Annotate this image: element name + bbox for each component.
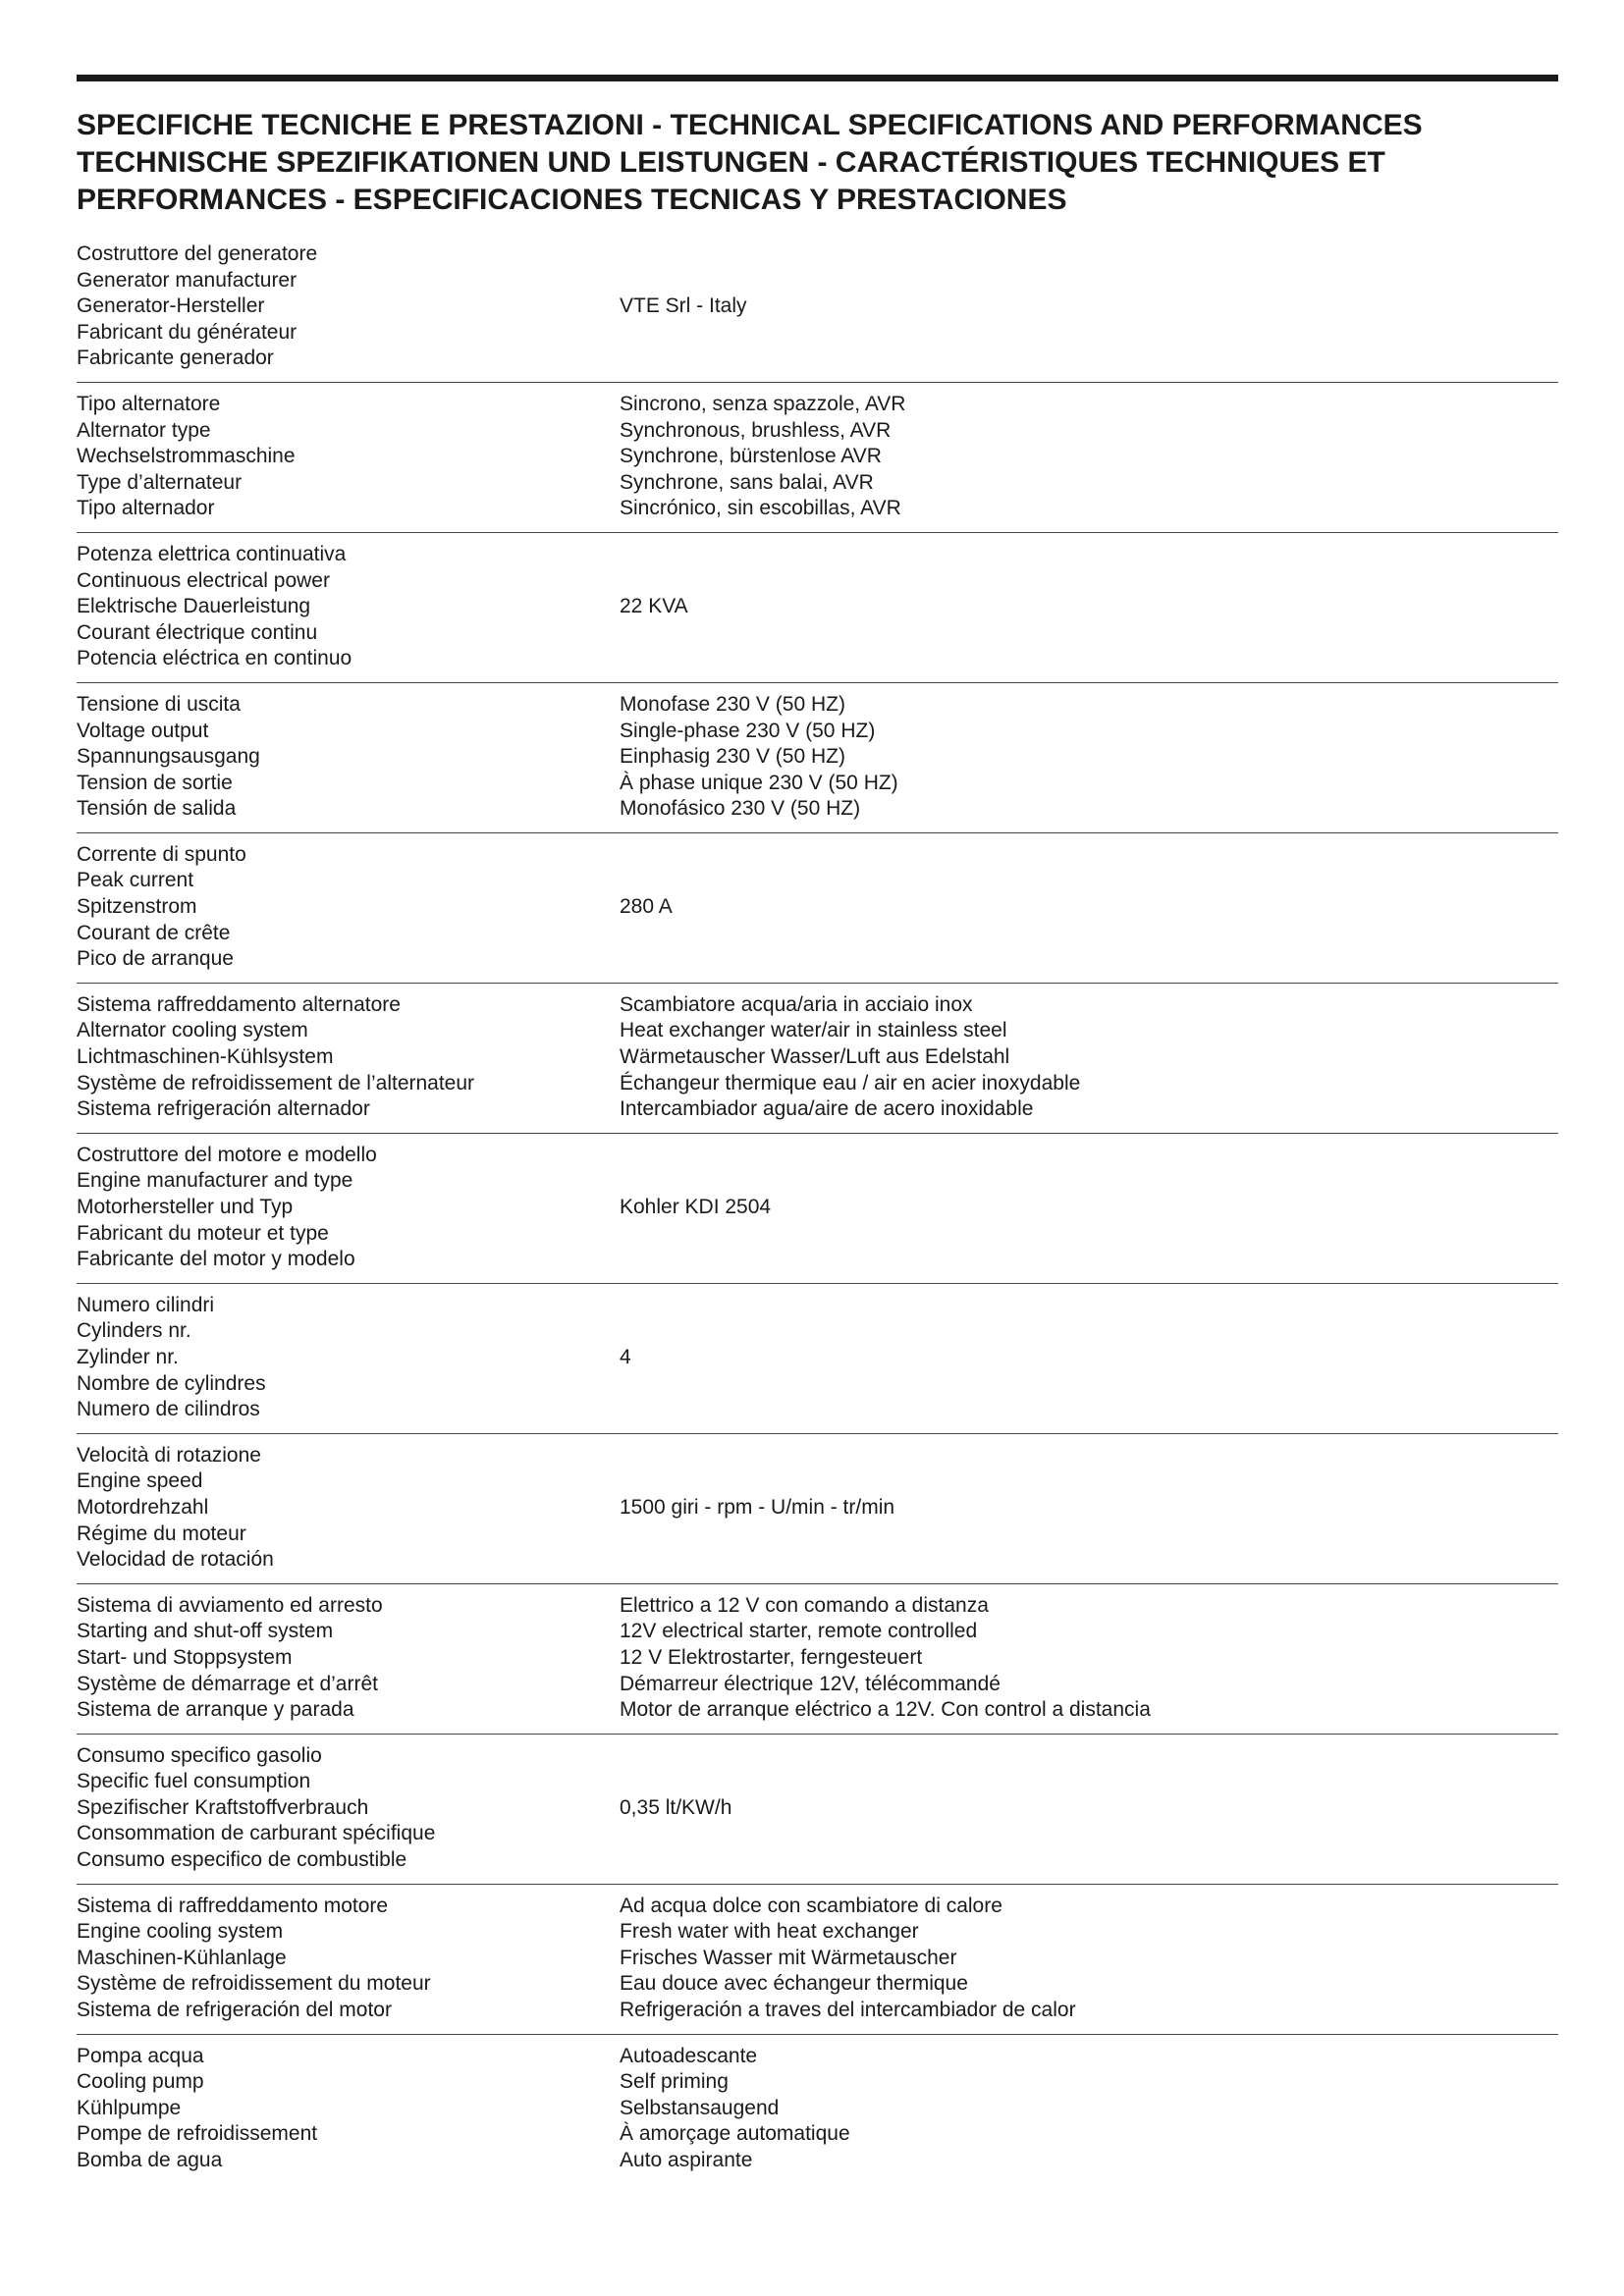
spec-value: Synchrone, bürstenlose AVR bbox=[620, 445, 882, 468]
spec-label: Costruttore del generatore bbox=[77, 242, 318, 265]
spec-label: Régime du moteur bbox=[77, 1522, 246, 1545]
spec-label: Spannungsausgang bbox=[77, 745, 260, 769]
spec-label: Consumo especifico de combustible bbox=[77, 1848, 407, 1872]
spec-label: Starting and shut-off system bbox=[77, 1620, 334, 1643]
spec-label: Spitzenstrom bbox=[77, 895, 197, 919]
title-line: PERFORMANCES - ESPECIFICACIONES TECNICAS Y PRESTACIONES bbox=[77, 184, 1067, 216]
spec-label: Bomba de agua bbox=[77, 2149, 223, 2171]
spec-label: Fabricante generador bbox=[77, 347, 274, 370]
spec-row bbox=[77, 383, 1558, 533]
spec-label: Courant électrique continu bbox=[77, 620, 318, 644]
spec-row bbox=[77, 233, 1558, 383]
spec-value: Synchrone, sans balai, AVR bbox=[620, 470, 874, 494]
spec-label: Generator manufacturer bbox=[77, 268, 298, 292]
spec-value: 280 A bbox=[620, 895, 673, 919]
spec-label: Sistema de arranque y parada bbox=[77, 1698, 354, 1722]
spec-row bbox=[77, 1134, 1558, 1284]
spec-label: Cylinders nr. bbox=[77, 1319, 191, 1343]
spec-label: Engine speed bbox=[77, 1469, 203, 1493]
spec-label: Kühlpumpe bbox=[77, 2096, 182, 2119]
spec-labels bbox=[77, 392, 620, 522]
spec-label: Alternator type bbox=[77, 418, 211, 442]
spec-label: Fabricant du générateur bbox=[77, 320, 298, 344]
spec-value: À phase unique 230 V (50 HZ) bbox=[620, 771, 898, 794]
spec-row bbox=[77, 1434, 1558, 1584]
spec-label: Generator-Hersteller bbox=[77, 294, 265, 318]
spec-value: Selbstansaugend bbox=[620, 2096, 780, 2119]
spec-value: 1500 giri - rpm - U/min - tr/min bbox=[620, 1495, 895, 1519]
spec-table bbox=[77, 233, 1558, 2184]
spec-value: 12 V Elektrostarter, ferngesteuert bbox=[620, 1645, 923, 1669]
spec-value: Échangeur thermique eau / air en acier inoxydable bbox=[620, 1071, 1081, 1095]
spec-labels bbox=[77, 1143, 620, 1273]
spec-label: Type d’alternateur bbox=[77, 470, 243, 494]
spec-values bbox=[620, 1894, 1558, 2024]
top-rule bbox=[77, 75, 1558, 81]
spec-label: Consumo specifico gasolio bbox=[77, 1743, 322, 1767]
spec-labels bbox=[77, 241, 620, 372]
spec-label: Pompa acqua bbox=[77, 2044, 204, 2067]
spec-sheet-page bbox=[77, 75, 1558, 2184]
spec-label: Sistema di avviamento ed arresto bbox=[77, 1593, 383, 1617]
spec-values bbox=[620, 594, 1558, 620]
spec-value: VTE Srl - Italy bbox=[620, 294, 747, 318]
spec-label: Nombre de cylindres bbox=[77, 1371, 266, 1395]
spec-label: Engine cooling system bbox=[77, 1920, 284, 1944]
spec-row bbox=[77, 683, 1558, 833]
spec-value: Frisches Wasser mit Wärmetauscher bbox=[620, 1946, 957, 1969]
spec-label: Tensión de salida bbox=[77, 797, 237, 821]
spec-row bbox=[77, 533, 1558, 683]
spec-value: Ad acqua dolce con scambiatore di calore bbox=[620, 1894, 1002, 1917]
spec-value: Single-phase 230 V (50 HZ) bbox=[620, 719, 876, 742]
spec-label: Sistema de refrigeración del motor bbox=[77, 1999, 392, 2022]
spec-label: Numero de cilindros bbox=[77, 1398, 260, 1421]
spec-value: 4 bbox=[620, 1345, 631, 1368]
spec-label: Costruttore del motore e modello bbox=[77, 1143, 377, 1166]
spec-label: Voltage output bbox=[77, 719, 209, 742]
spec-value: Autoadescante bbox=[620, 2044, 758, 2067]
spec-value: Scambiatore acqua/aria in acciaio inox bbox=[620, 992, 973, 1016]
spec-value: Sincrono, senza spazzole, AVR bbox=[620, 392, 906, 415]
spec-value: 22 KVA bbox=[620, 595, 688, 618]
spec-value: Wärmetauscher Wasser/Luft aus Edelstahl bbox=[620, 1045, 1010, 1069]
spec-value: Einphasig 230 V (50 HZ) bbox=[620, 745, 845, 769]
spec-label: Tipo alternador bbox=[77, 497, 215, 520]
spec-label: Motordrehzahl bbox=[77, 1495, 209, 1519]
spec-value: Sincrónico, sin escobillas, AVR bbox=[620, 497, 901, 520]
spec-label: Sistema di raffreddamento motore bbox=[77, 1894, 389, 1917]
spec-value: Auto aspirante bbox=[620, 2149, 753, 2171]
spec-value: Intercambiador agua/aire de acero inoxidable bbox=[620, 1097, 1034, 1121]
spec-value: Monofásico 230 V (50 HZ) bbox=[620, 797, 861, 821]
spec-label: Fabricante del motor y modelo bbox=[77, 1248, 355, 1271]
spec-value: Elettrico a 12 V con comando a distanza bbox=[620, 1593, 989, 1617]
spec-values bbox=[620, 1795, 1558, 1822]
spec-labels bbox=[77, 1743, 620, 1874]
spec-label: Start- und Stoppsystem bbox=[77, 1645, 293, 1669]
spec-label: Système de refroidissement du moteur bbox=[77, 1972, 431, 1996]
spec-labels bbox=[77, 2044, 620, 2174]
spec-value: Monofase 230 V (50 HZ) bbox=[620, 692, 845, 716]
spec-labels bbox=[77, 1293, 620, 1423]
spec-label: Elektrische Dauerleistung bbox=[77, 595, 311, 618]
spec-value: Heat exchanger water/air in stainless steel bbox=[620, 1019, 1007, 1042]
spec-label: Système de refroidissement de l’alternateur bbox=[77, 1071, 475, 1095]
spec-values bbox=[620, 1345, 1558, 1371]
spec-label: Sistema raffreddamento alternatore bbox=[77, 992, 401, 1016]
spec-values bbox=[620, 1495, 1558, 1522]
spec-row bbox=[77, 1885, 1558, 2035]
spec-row bbox=[77, 833, 1558, 984]
spec-value: Eau douce avec échangeur thermique bbox=[620, 1972, 968, 1996]
spec-values bbox=[620, 1195, 1558, 1221]
spec-value: À amorçage automatique bbox=[620, 2122, 850, 2146]
spec-value: 12V electrical starter, remote controlled bbox=[620, 1620, 978, 1643]
spec-values bbox=[620, 992, 1558, 1123]
spec-label: Specific fuel consumption bbox=[77, 1770, 311, 1793]
spec-label: Continuous electrical power bbox=[77, 568, 330, 592]
spec-values bbox=[620, 894, 1558, 921]
spec-labels bbox=[77, 1593, 620, 1724]
spec-row bbox=[77, 1735, 1558, 1885]
spec-label: Potenza elettrica continuativa bbox=[77, 542, 347, 565]
spec-labels bbox=[77, 542, 620, 672]
spec-value: Self priming bbox=[620, 2070, 729, 2094]
spec-label: Tipo alternatore bbox=[77, 392, 221, 415]
spec-label: Pico de arranque bbox=[77, 947, 234, 971]
spec-labels bbox=[77, 1443, 620, 1574]
title-line: TECHNISCHE SPEZIFIKATIONEN UND LEISTUNGEN - CARACTÉRISTIQUES TECHNIQUES ET bbox=[77, 146, 1385, 179]
spec-label: Consommation de carburant spécifique bbox=[77, 1822, 436, 1845]
spec-row bbox=[77, 1284, 1558, 1434]
spec-label: Spezifischer Kraftstoffverbrauch bbox=[77, 1795, 369, 1819]
spec-label: Alternator cooling system bbox=[77, 1019, 308, 1042]
spec-labels bbox=[77, 842, 620, 973]
spec-label: Engine manufacturer and type bbox=[77, 1169, 353, 1193]
spec-label: Cooling pump bbox=[77, 2070, 204, 2094]
spec-labels bbox=[77, 1894, 620, 2024]
spec-labels bbox=[77, 692, 620, 823]
spec-values bbox=[620, 2044, 1558, 2174]
spec-label: Zylinder nr. bbox=[77, 1345, 179, 1368]
spec-value: Fresh water with heat exchanger bbox=[620, 1920, 919, 1944]
title-line: SPECIFICHE TECNICHE E PRESTAZIONI - TECHNICAL SPECIFICATIONS AND PERFORMANCES bbox=[77, 109, 1423, 141]
spec-label: Maschinen-Kühlanlage bbox=[77, 1946, 287, 1969]
spec-row bbox=[77, 1584, 1558, 1735]
spec-labels bbox=[77, 992, 620, 1123]
spec-value: Démarreur électrique 12V, télécommandé bbox=[620, 1672, 1001, 1695]
spec-label: Fabricant du moteur et type bbox=[77, 1221, 329, 1245]
spec-values bbox=[620, 392, 1558, 522]
spec-row bbox=[77, 984, 1558, 1134]
spec-label: Numero cilindri bbox=[77, 1293, 215, 1316]
spec-values bbox=[620, 294, 1558, 320]
spec-label: Lichtmaschinen-Kühlsystem bbox=[77, 1045, 334, 1069]
spec-label: Potencia eléctrica en continuo bbox=[77, 647, 352, 670]
spec-values bbox=[620, 1593, 1558, 1724]
spec-label: Wechselstrommaschine bbox=[77, 445, 296, 468]
spec-label: Motorhersteller und Typ bbox=[77, 1196, 294, 1218]
spec-value: Synchronous, brushless, AVR bbox=[620, 418, 892, 442]
spec-row bbox=[77, 2035, 1558, 2184]
page-title bbox=[77, 107, 1558, 219]
spec-label: Pompe de refroidissement bbox=[77, 2122, 318, 2146]
spec-label: Velocidad de rotación bbox=[77, 1548, 274, 1572]
spec-label: Sistema refrigeración alternador bbox=[77, 1097, 370, 1121]
spec-label: Peak current bbox=[77, 869, 194, 892]
spec-values bbox=[620, 692, 1558, 823]
spec-value: Kohler KDI 2504 bbox=[620, 1196, 772, 1218]
spec-value: Refrigeración a traves del intercambiador de calor bbox=[620, 1999, 1076, 2022]
spec-value: Motor de arranque eléctrico a 12V. Con control a distancia bbox=[620, 1698, 1151, 1722]
spec-label: Velocità di rotazione bbox=[77, 1443, 261, 1467]
spec-label: Courant de crête bbox=[77, 921, 231, 944]
spec-label: Tensione di uscita bbox=[77, 692, 241, 716]
spec-label: Corrente di spunto bbox=[77, 842, 246, 866]
spec-label: Système de démarrage et d’arrêt bbox=[77, 1672, 378, 1695]
spec-value: 0,35 lt/KW/h bbox=[620, 1795, 732, 1819]
spec-label: Tension de sortie bbox=[77, 771, 233, 794]
